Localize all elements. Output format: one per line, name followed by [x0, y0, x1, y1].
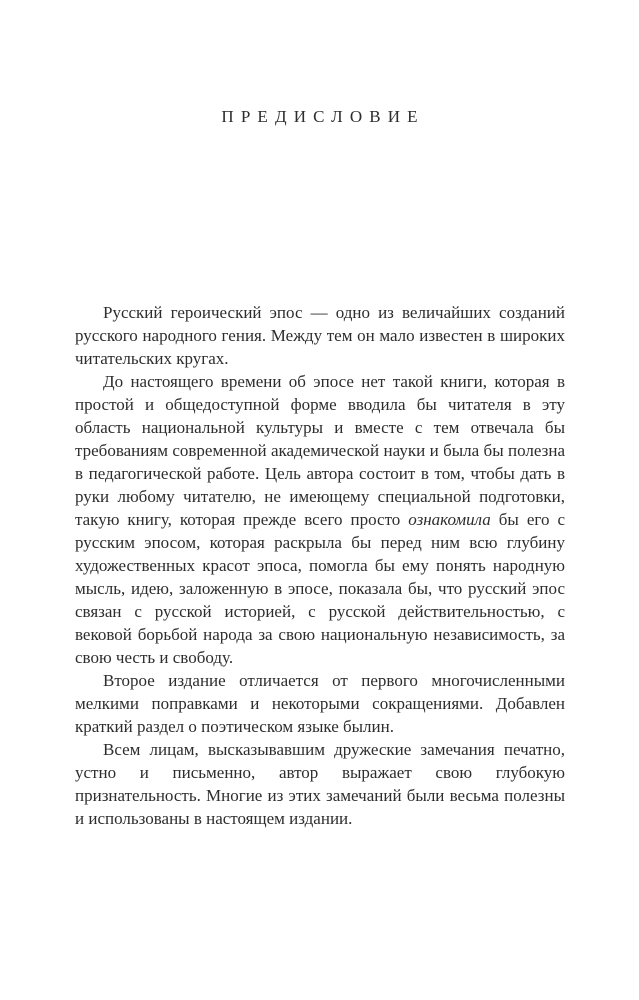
paragraph-4: Всем лицам, высказывавшим дружеские замечания печатно, устно и письменно, автор выражает свою глубокую признательность. Многие из этих замечаний были весьма полезны и использованы в настоящем издании. — [75, 740, 565, 828]
text-block — [75, 301, 565, 830]
paragraph-1: Русский героический эпос — одно из величайших созданий русского народного гения. Между тем он мало известен в широких читательских кругах. — [75, 303, 565, 368]
paragraph-2 — [75, 370, 565, 669]
paragraph-2-text-after: бы его с русским эпосом, которая раскрыла бы перед ним всю глубину художественных красот эпоса, помогла бы ему понять народную мысль, идею, заложенную в эпосе, показала бы, что русский эпос связан с русской историей, с русской действительностью, с вековой борьбой народа за свою национальную независимость, за свою честь и свободу. — [75, 510, 565, 667]
paragraph-3: Второе издание отличается от первого многочисленными мелкими поправками и некоторыми сокращениями. Добавлен краткий раздел о поэтическом языке былин. — [75, 671, 565, 736]
paragraph-2-italic-word: ознакомила — [408, 510, 491, 529]
page-title: ПРЕДИСЛОВИЕ — [221, 107, 425, 126]
paragraph-2-text-before: До настоящего времени об эпосе нет такой книги, которая в простой и общедоступной форме вводила бы читателя в эту область национальной культуры и вместе с тем отвечала бы требованиям современной академической науки и была бы полезна в педагогической работе. Цель автора состоит в том, чтобы дать в руки любому читателю, не имеющему специальной подготовки, такую книгу, которая прежде всего просто — [75, 372, 565, 529]
